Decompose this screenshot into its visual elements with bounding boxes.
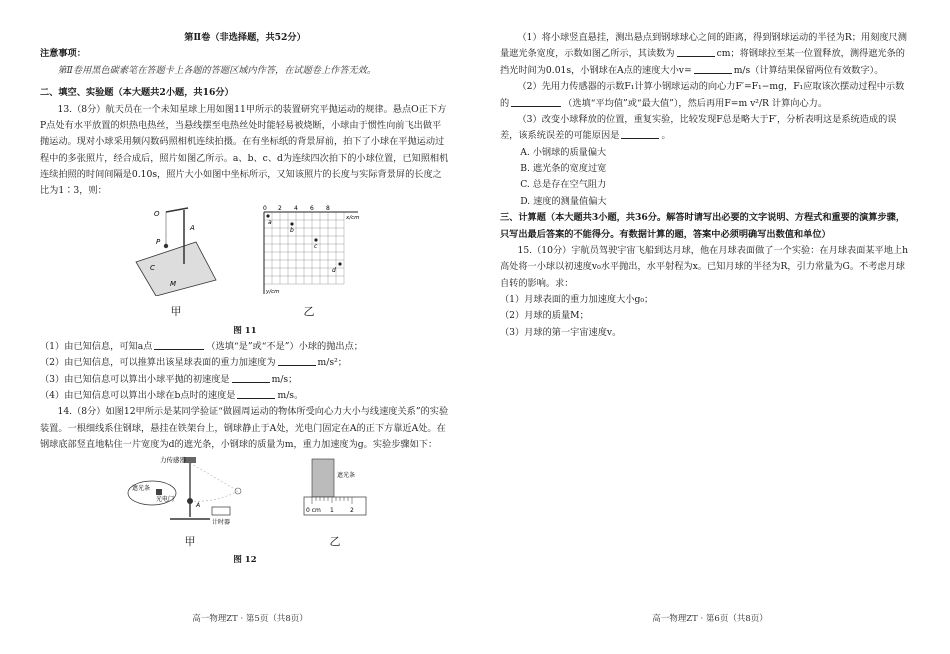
q15-intro: 15.（10分）宇航员驾驶宇宙飞船到达月球，他在月球表面做了一个实验：在月球表面某平地上h高处将一小球以初速度v₀水平抛出，水平射程为x。已知月球的半径为R，引力常量为G。不考虑月球自转的影响。求：	[500, 244, 908, 289]
ruler-tick-2: 2	[350, 507, 354, 515]
part-title: 第Ⅱ卷（非选择题，共52分）	[184, 32, 306, 43]
q13-answer-3[interactable]	[232, 373, 270, 383]
q13-sub3: （3）由已知信息可以算出小球平抛的初速度是 m/s；	[40, 373, 298, 385]
timer-box	[212, 507, 230, 515]
point-a-dot	[266, 214, 269, 217]
figure-12-yi	[300, 455, 370, 551]
steel-ball	[187, 498, 193, 504]
point-b: b	[290, 226, 294, 234]
label-p: P	[156, 237, 161, 246]
point-c: c	[314, 242, 318, 250]
fig-12-yi-label: 乙	[329, 534, 341, 548]
x-tick-8: 8	[326, 204, 330, 212]
q14-option-d: D. 速度的测量值偏大	[520, 195, 607, 207]
fig-11-caption: 图 11	[233, 325, 257, 336]
q13-answer-4[interactable]	[237, 389, 275, 399]
notice-title: 注意事项：	[40, 48, 86, 60]
q13-intro: 13.（8分）航天员在一个未知星球上用如图11甲所示的装置研究平抛运动的规律。悬点O正下方P点处有水平放置的炽热电热丝，当悬线摆至电热丝处时能轻易被烧断，小球由于惯性向前飞出做平抛运动。现对小球采用频闪数码照相机连续拍摄。在有坐标纸的背景屏前，拍下了小球在平抛运动过程中的多张照片，经合成后，照片如图乙所示。a、b、c、d为连续四次拍下的小球位置，已知照相机连续拍照的时间间隔是0.10s，照片大小如图中坐标所示，又知该照片的长度与实际背景屏的长度之比为1∶3，则：	[40, 103, 449, 197]
q13-sub1: （1）由已知信息，可知a点 （选填“是”或“不是”）小球的抛出点；	[40, 340, 363, 352]
figure-11-yi	[254, 204, 364, 322]
photogate-box	[156, 489, 162, 495]
label-light-strip: 遮光条	[132, 485, 151, 493]
ruler-tick-1: 1	[330, 507, 334, 515]
figure-11-jia	[126, 204, 226, 322]
section-2-title: 二、填空、实验题（本大题共2小题，共16分）	[40, 87, 234, 99]
fig-11-jia-label: 甲	[170, 305, 182, 319]
label-photogate: 光电门	[156, 496, 175, 504]
light-strip-shape	[312, 459, 334, 497]
point-d: d	[332, 266, 336, 274]
figure-12	[40, 455, 450, 551]
ruler-diagram	[300, 455, 370, 525]
ball	[164, 244, 168, 248]
right-column	[500, 30, 910, 341]
fig-11-yi-label: 乙	[303, 305, 315, 319]
pendulum-diagram	[126, 204, 226, 296]
q14-option-c: C. 总是存在空气阻力	[520, 179, 607, 191]
q15-item-1: （1）月球表面的重力加速度大小g₀；	[500, 294, 654, 305]
left-column	[40, 30, 450, 569]
q14-option-a: A. 小钢球的质量偏大	[520, 146, 607, 158]
x-tick-2: 2	[278, 204, 282, 212]
swing-arc	[190, 491, 238, 501]
q13-sub4: （4）由已知信息可以算出小球在b点时的速度是 m/s。	[40, 389, 304, 401]
point-b-dot	[290, 222, 293, 225]
point-a: a	[268, 218, 272, 226]
notice-text: 第Ⅱ卷用黑色碳素笔在答题卡上各题的答题区域内作答，在试题卷上作答无效。	[57, 64, 377, 76]
q15-item-3: （3）月球的第一宇宙速度v。	[500, 326, 622, 338]
q13-answer-2[interactable]	[278, 356, 316, 366]
y-unit: y/cm	[266, 288, 280, 295]
q14-answer-2[interactable]	[694, 64, 732, 74]
label-m: M	[170, 279, 177, 288]
ruler-tick-0: 0 cm	[306, 507, 321, 515]
point-d-dot	[338, 262, 341, 265]
q14-sub2: （2）先用力传感器的示数F₁计算小钢球运动的向心力F′=F₁−mg，F₁应取该次摆动过程中示数的 （选填“平均值”或“最大值”），然后再用F=m v²/R 计算向心力。	[500, 81, 905, 109]
q14-answer-1[interactable]	[677, 47, 715, 57]
q13-answer-1[interactable]	[154, 340, 204, 350]
q14-sub3: （3）改变小球释放的位置，重复实验，比较发现F总是略大于F′，分析表明这是系统造成的误差，该系统误差的可能原因是 。	[500, 113, 897, 142]
x-tick-6: 6	[310, 204, 314, 212]
label-strip: 遮光条	[337, 472, 356, 480]
point-c-dot	[314, 238, 317, 241]
label-c: C	[150, 263, 155, 272]
swing-string	[190, 463, 238, 491]
q14-intro: 14.（8分）如图12甲所示是某同学验证“做圆周运动的物体所受向心力大小与线速度关系”的实验装置。一根细线系住钢球，悬挂在铁架台上，钢球静止于A处，光电门固定在A的正下方靠近A处。在钢球底部竖直地粘住一片宽度为d的遮光条，小钢球的质量为m，重力加速度为g。实验步骤如下：	[40, 406, 449, 451]
label-a: A	[190, 223, 195, 232]
figure-12-jia	[120, 455, 260, 551]
x-unit: x/cm	[346, 214, 360, 221]
q14-answer-4[interactable]	[621, 129, 659, 139]
x-tick-4: 4	[294, 204, 298, 212]
label-force-sensor: 力传感器	[160, 456, 186, 465]
x-tick-0: 0	[263, 204, 267, 212]
footer-right: 高一物理ZT · 第6页（共8页）	[652, 614, 768, 624]
q14-answer-3[interactable]	[511, 97, 561, 107]
label-timer: 计时器	[212, 519, 231, 526]
label-o: O	[154, 209, 160, 218]
fig-12-caption: 图 12	[233, 555, 257, 566]
grid-diagram	[254, 204, 364, 296]
section-3-title: 三、计算题（本大题共3小题，共36分。解答时请写出必要的文字说明、方程式和重要的演算步骤，只写出最后答案的不能得分。有数据计算的题，答案中必须明确写出数值和单位）	[500, 212, 906, 240]
figure-11	[40, 204, 450, 322]
q15-item-2: （2）月球的质量M；	[500, 310, 589, 322]
pendulum-photogate-diagram	[120, 455, 260, 525]
q14-sub1: （1）将小球竖直悬挂，测出悬点到钢球球心之间的距离，得到钢球运动的半径为R；用刻度尺测量遮光条宽度，示数如图乙所示，其读数为 cm；将钢球拉至某一位置释放，测得遮光条的挡光时间为0.01s，小钢球在A点的速度大小v= m/s（计算结果保留两位有效数字）。	[500, 32, 907, 76]
q14-option-b: B. 遮光条的宽度过宽	[520, 163, 607, 174]
fig-12-jia-label: 甲	[184, 534, 196, 548]
footer-left: 高一物理ZT · 第5页（共8页）	[192, 614, 308, 624]
q13-sub2: （2）由已知信息，可以推算出该星球表面的重力加速度为 m/s²；	[40, 357, 347, 369]
fig12-point-a: A	[196, 502, 201, 510]
